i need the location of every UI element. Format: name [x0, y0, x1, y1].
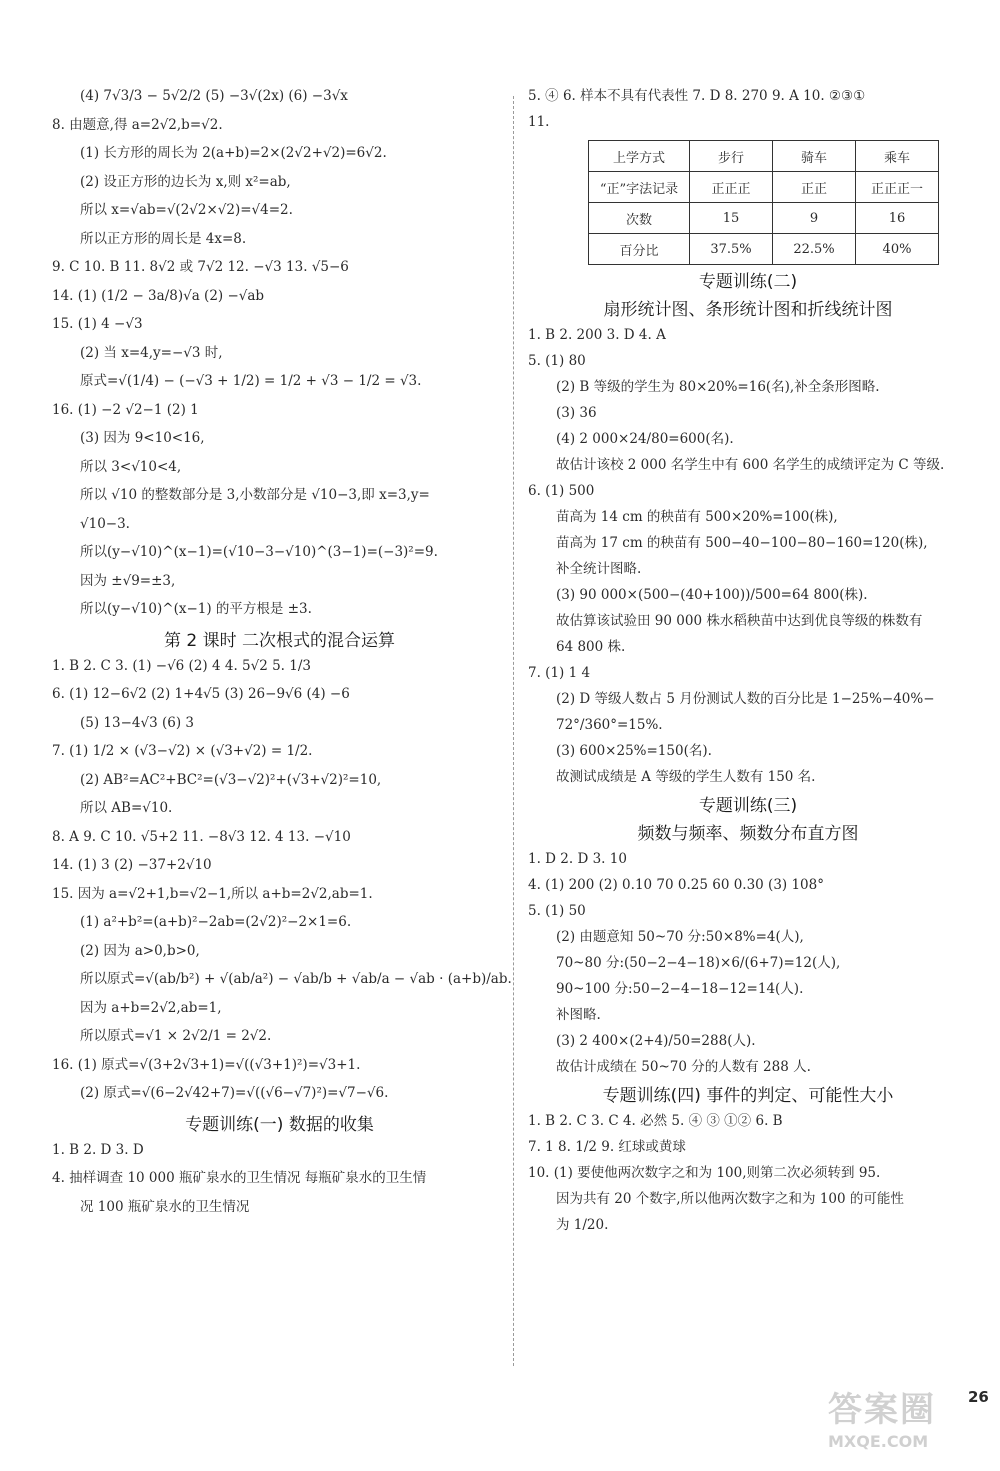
section-heading: 专题训练(四) 事件的判定、可能性大小 [602, 1086, 894, 1106]
answer-line: (2) 当 x=4,y=−√3 时, [80, 344, 223, 361]
left-column [52, 88, 512, 1227]
answer-line: (2) B 等级的学生为 80×20%=16(名),补全条形图略. [556, 379, 880, 395]
answer-line: (2) 设正方形的边长为 x,则 x²=ab, [80, 173, 291, 190]
answer-line: 4. (1) 200 (2) 0.10 70 0.25 60 0.30 (3) 108° [528, 877, 824, 893]
table-cell: 37.5% [690, 234, 773, 265]
answer-line: 5. (1) 80 [528, 353, 586, 369]
right-top-block [528, 88, 968, 131]
table-cell: 次数 [589, 203, 690, 234]
table-cell: 正正正 [690, 172, 773, 203]
right-column [528, 88, 968, 1243]
answer-line: 所以正方形的周长是 4x=8. [80, 230, 247, 247]
table-cell: 9 [773, 203, 856, 234]
answer-line: 5. ④ 6. 样本不具有代表性 7. D 8. 270 9. A 10. ②③① [528, 88, 866, 104]
answer-line: 9. C 10. B 11. 8√2 或 7√2 12. −√3 13. √5−6 [52, 259, 349, 275]
section-heading: 频数与频率、频数分布直方图 [637, 824, 859, 844]
answer-line: (3) 因为 9<10<16, [80, 430, 205, 446]
answer-line: 所以 √10 的整数部分是 3,小数部分是 √10−3,即 x=3,y= [80, 487, 430, 503]
answer-line: 补图略. [556, 1007, 601, 1023]
answer-line: 故估算该试验田 90 000 株水稻秧苗中达到优良等级的株数有 [556, 613, 923, 629]
answer-line: 4. 抽样调查 10 000 瓶矿泉水的卫生情况 每瓶矿泉水的卫生情 [52, 1170, 427, 1186]
answer-line: 因为 ±√9=±3, [80, 572, 176, 589]
table-cell: 15 [690, 203, 773, 234]
answer-line: 14. (1) (1/2 − 3a/8)√a (2) −√ab [52, 287, 265, 304]
table-cell: 步行 [690, 141, 773, 172]
table-cell: 上学方式 [589, 141, 690, 172]
answer-line: 所以(y−√10)^(x−1) 的平方根是 ±3. [80, 601, 312, 617]
answer-line: 1. D 2. D 3. 10 [528, 851, 627, 867]
answer-line: (3) 2 400×(2+4)/50=288(人). [556, 1033, 756, 1049]
table-cell: 骑车 [773, 141, 856, 172]
answer-line: (1) 长方形的周长为 2(a+b)=2×(2√2+√2)=6√2. [80, 145, 387, 161]
answer-line: 64 800 株. [556, 639, 626, 655]
table-row [589, 141, 939, 172]
answer-line: 故估计该校 2 000 名学生中有 600 名学生的成绩评定为 C 等级. [556, 457, 945, 473]
answer-line: (2) 因为 a>0,b>0, [80, 942, 200, 959]
table-cell: 正正正一 [856, 172, 939, 203]
answer-line: √10−3. [80, 515, 130, 532]
answer-line: 16. (1) 原式=√(3+2√3+1)=√((√3+1)²)=√3+1. [52, 1056, 361, 1073]
table-row [589, 203, 939, 234]
answer-line: (2) AB²=AC²+BC²=(√3−√2)²+(√3+√2)²=10, [80, 771, 382, 788]
watermark-url: MXQE.COM [828, 1432, 929, 1451]
table-cell: 22.5% [773, 234, 856, 265]
answer-line: 15. (1) 4 −√3 [52, 316, 143, 332]
answer-line: 所以 x=√ab=√(2√2×√2)=√4=2. [80, 202, 293, 218]
answer-line: (2) D 等级人数占 5 月份测试人数的百分比是 1−25%−40%− [556, 691, 935, 707]
answer-line: 为 1/20. [556, 1217, 609, 1233]
answer-line: 所以原式=√(ab/b²) + √(ab/a²) − √ab/b + √ab/a − √ab · (a+b)/ab. [80, 971, 512, 987]
table-row [589, 234, 939, 265]
answer-line: (1) a²+b²=(a+b)²−2ab=(2√2)²−2×1=6. [80, 914, 352, 930]
answer-line: 所以(y−√10)^(x−1)=(√10−3−√10)^(3−1)=(−3)²=9. [80, 544, 438, 560]
answer-line: 6. (1) 12−6√2 (2) 1+4√5 (3) 26−9√6 (4) −6 [52, 686, 350, 702]
answer-line: 1. B 2. D 3. D [52, 1141, 144, 1158]
answer-line: (3) 90 000×(500−(40+100))/500=64 800(株). [556, 587, 868, 603]
answer-line: 14. (1) 3 (2) −37+2√10 [52, 857, 212, 873]
right-bottom-block [528, 271, 968, 1234]
answer-line: 所以原式=√1 × 2√2/1 = 2√2. [80, 1028, 272, 1044]
answer-line: 故测试成绩是 A 等级的学生人数有 150 名. [556, 769, 816, 785]
column-divider [513, 96, 514, 1366]
answer-line: 因为共有 20 个数字,所以他两次数字之和为 100 的可能性 [556, 1191, 904, 1207]
section-heading: 专题训练(三) [698, 796, 798, 816]
section-heading: 专题训练(二) [698, 272, 798, 292]
table-cell: 40% [856, 234, 939, 265]
table-cell: “正”字法记录 [589, 172, 690, 203]
table-row [589, 172, 939, 203]
answer-line: (4) 7√3/3 − 5√2/2 (5) −3√(2x) (6) −3√x [80, 88, 348, 104]
page-number: 26 [968, 1388, 989, 1406]
answer-line: 5. (1) 50 [528, 903, 586, 919]
answer-line: (2) 由题意知 50~70 分:50×8%=4(人), [556, 929, 804, 945]
table-cell: 正正 [773, 172, 856, 203]
answer-line: 因为 a+b=2√2,ab=1, [80, 999, 222, 1016]
answer-line: 7. 1 8. 1/2 9. 红球或黄球 [528, 1139, 686, 1155]
answer-line: 8. 由题意,得 a=2√2,b=√2. [52, 116, 223, 133]
table-cell: 百分比 [589, 234, 690, 265]
watermark-logo [828, 1388, 978, 1468]
section-heading: 专题训练(一) 数据的收集 [185, 1114, 374, 1135]
section-heading: 第 2 课时 二次根式的混合运算 [163, 630, 396, 651]
answer-line: 苗高为 14 cm 的秧苗有 500×20%=100(株), [556, 509, 838, 525]
answer-line: 7. (1) 1/2 × (√3−√2) × (√3+√2) = 1/2. [52, 743, 313, 759]
watermark-text: 答案圈 [828, 1390, 936, 1430]
table-cell: 16 [856, 203, 939, 234]
answer-line: (5) 13−4√3 (6) 3 [80, 714, 194, 731]
answer-line: 1. B 2. C 3. C 4. 必然 5. ④ ③ ①② 6. B [528, 1113, 783, 1129]
answer-line: 15. 因为 a=√2+1,b=√2−1,所以 a+b=2√2,ab=1. [52, 885, 373, 902]
answer-line: 所以 AB=√10. [80, 800, 173, 816]
answer-line: 原式=√(1/4) − (−√3 + 1/2) = 1/2 + √3 − 1/2 = √3. [80, 373, 422, 389]
table-cell: 乘车 [856, 141, 939, 172]
answer-line: 所以 3<√10<4, [80, 458, 182, 475]
answer-line: (3) 600×25%=150(名). [556, 743, 712, 759]
answer-line: 90~100 分:50−2−4−18−12=14(人). [556, 981, 804, 997]
answer-line: 故估计成绩在 50~70 分的人数有 288 人. [556, 1059, 811, 1075]
answer-line: 补全统计图略. [556, 561, 642, 577]
answer-line: 1. B 2. 200 3. D 4. A [528, 327, 666, 343]
answer-line: 8. A 9. C 10. √5+2 11. −8√3 12. 4 13. −√10 [52, 828, 351, 845]
answer-line: (2) 原式=√(6−2√42+7)=√((√6−√7)²)=√7−√6. [80, 1085, 389, 1101]
answer-line: 16. (1) −2 √2−1 (2) 1 [52, 401, 199, 418]
answer-line: 10. (1) 要使他两次数字之和为 100,则第二次必须转到 95. [528, 1165, 881, 1181]
answer-line: (3) 36 [556, 405, 597, 421]
answer-line: 况 100 瓶矿泉水的卫生情况 [80, 1198, 250, 1215]
commute-table [588, 140, 939, 265]
answer-line: 苗高为 17 cm 的秧苗有 500−40−100−80−160=120(株), [556, 535, 928, 551]
answer-line: 70~80 分:(50−2−4−18)×6/(6+7)=12(人), [556, 955, 841, 971]
answer-line: (4) 2 000×24/80=600(名). [556, 431, 734, 447]
answer-line: 6. (1) 500 [528, 483, 595, 499]
answer-line: 72°/360°=15%. [556, 717, 663, 733]
answer-line: 1. B 2. C 3. (1) −√6 (2) 4 4. 5√2 5. 1/3 [52, 657, 311, 674]
section-heading: 扇形统计图、条形统计图和折线统计图 [603, 300, 893, 320]
answer-line: 11. [528, 114, 550, 130]
answer-line: 7. (1) 1 4 [528, 665, 591, 681]
